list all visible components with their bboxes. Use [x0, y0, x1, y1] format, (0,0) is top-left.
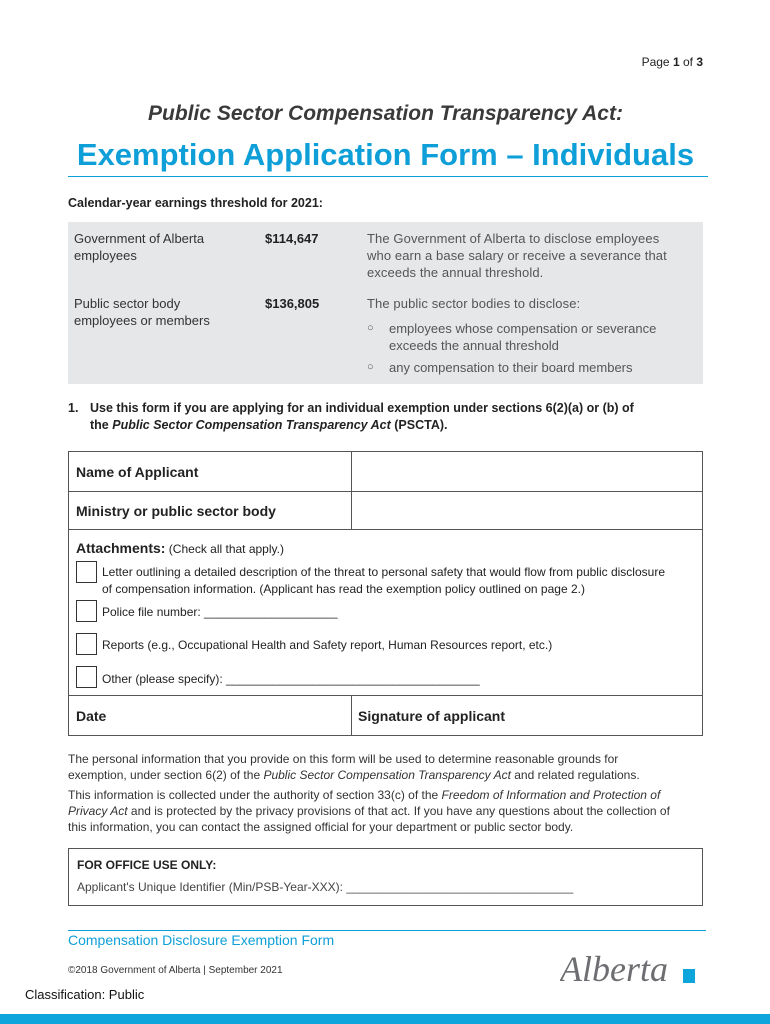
instruction-number: 1.	[68, 401, 79, 415]
instruction-prefix: the	[90, 418, 113, 432]
threshold-table	[68, 222, 703, 384]
act-name: Public Sector Compensation Transparency Act	[112, 418, 391, 432]
title-divider	[68, 176, 708, 177]
desc-line: exceeds the annual threshold.	[367, 265, 544, 280]
page-prefix: Page	[641, 55, 673, 69]
threshold-label: Calendar-year earnings threshold for 2021:	[68, 196, 323, 210]
signature-label: Signature of applicant	[358, 708, 506, 724]
threshold-amount-psb: $136,805	[265, 296, 320, 311]
privacy-line	[68, 803, 708, 819]
footer-divider	[68, 930, 706, 931]
page-title: Exemption Application Form – Individuals	[76, 137, 695, 172]
desc-line: who earn a base salary or receive a severance that	[367, 248, 667, 263]
threshold-desc-gov	[367, 230, 667, 281]
page-number	[560, 55, 703, 69]
attach-line: of compensation information. (Applicant has read the exemption policy outlined on page 2.)	[102, 582, 585, 596]
act-name: Privacy Act	[68, 804, 128, 818]
bullet-circle-icon: ○	[367, 361, 374, 373]
page-of: of	[679, 55, 697, 69]
ministry-label: Ministry or public sector body	[76, 503, 276, 519]
bullet-text: any compensation to their board members	[389, 360, 633, 375]
footer-form-title: Compensation Disclosure Exemption Form	[68, 932, 335, 948]
category-line: employees	[74, 248, 137, 263]
attach-letter-text	[102, 564, 697, 598]
privacy-line: The personal information that you provide on this form will be used to determine reasonable grounds for	[68, 752, 619, 766]
category-line: Public sector body	[74, 296, 181, 311]
threshold-bullet-2	[367, 359, 697, 376]
attach-police-checkbox[interactable]	[76, 600, 97, 622]
act-name: Freedom of Information and Protection of	[441, 788, 661, 802]
attachments-heading: Attachments:	[76, 540, 166, 556]
act-subtitle-text: Public Sector Compensation Transparency Act	[148, 102, 616, 125]
attachments-hint: (Check all that apply.)	[165, 542, 284, 556]
act-subtitle-colon: :	[615, 102, 623, 125]
application-form	[68, 451, 703, 736]
act-name: Public Sector Compensation Transparency Act	[263, 768, 511, 782]
privacy-paragraph-2	[68, 787, 708, 835]
attach-other-checkbox[interactable]	[76, 666, 97, 688]
attach-police-text: Police file number: ____________________	[102, 605, 338, 619]
form-row-divider	[69, 695, 702, 696]
instruction-line	[90, 417, 710, 434]
category-line: Government of Alberta	[74, 231, 205, 246]
alberta-logo	[560, 945, 705, 995]
act-subtitle	[68, 102, 703, 126]
bullet-line: exceeds the annual threshold	[389, 338, 559, 353]
page-total: 3	[696, 55, 703, 69]
ministry-input[interactable]	[352, 492, 702, 529]
privacy-prefix: exemption, under section 6(2) of the	[68, 768, 264, 782]
footer-copyright: ©2018 Government of Alberta | September 2021	[68, 965, 283, 976]
attachments-label	[76, 540, 284, 556]
bottom-bar	[0, 1014, 770, 1024]
instruction-suffix: (PSCTA).	[390, 418, 448, 432]
alberta-logo-mark	[683, 969, 695, 983]
threshold-category-gov	[74, 230, 204, 264]
privacy-suffix: and is protected by the privacy provisions of that act. If you have any questions about the collection of	[127, 804, 670, 818]
attach-line: Letter outlining a detailed description of the threat to personal safety that would flow from public disclosure	[102, 565, 665, 579]
alberta-logo-text: Alberta	[560, 949, 668, 989]
page-current: 1	[672, 55, 680, 69]
desc-line: The Government of Alberta to disclose employees	[367, 231, 660, 246]
attach-other-text: Other (please specify): ______________________________________	[102, 672, 480, 686]
date-label: Date	[76, 708, 107, 724]
threshold-amount-gov: $114,647	[265, 231, 319, 246]
privacy-prefix: This information is collected under the authority of section 33(c) of the	[68, 788, 442, 802]
office-use-identifier: Applicant's Unique Identifier (Min/PSB-Year-XXX): __________________________________	[77, 880, 574, 894]
office-use-title: FOR OFFICE USE ONLY:	[77, 858, 217, 872]
bullet-circle-icon: ○	[367, 322, 374, 334]
form-row-divider	[69, 529, 702, 530]
threshold-bullet-1	[367, 320, 697, 354]
privacy-line	[68, 767, 708, 783]
attach-letter-checkbox[interactable]	[76, 561, 97, 583]
privacy-paragraph-1	[68, 751, 708, 783]
instruction-line: Use this form if you are applying for an individual exemption under sections 6(2)(a) or (b) of	[90, 401, 634, 415]
attach-reports-checkbox[interactable]	[76, 633, 97, 655]
name-label: Name of Applicant	[76, 464, 199, 480]
privacy-line: this information, you can contact the assigned official for your department or public sector body.	[68, 820, 574, 834]
bullet-text	[389, 320, 656, 354]
privacy-suffix: and related regulations.	[510, 768, 640, 782]
classification-label: Classification: Public	[25, 987, 145, 1002]
form-col-divider	[351, 695, 352, 736]
bullet-line: employees whose compensation or severance	[389, 321, 657, 336]
category-line: employees or members	[74, 313, 210, 328]
name-input[interactable]	[352, 452, 702, 491]
office-use-box	[68, 848, 703, 906]
privacy-line	[68, 787, 708, 803]
instruction-text	[90, 400, 710, 434]
threshold-desc-psb-intro: The public sector bodies to disclose:	[367, 296, 581, 311]
threshold-category-psb	[74, 295, 210, 329]
attach-reports-text: Reports (e.g., Occupational Health and Safety report, Human Resources report, etc.)	[102, 638, 553, 652]
